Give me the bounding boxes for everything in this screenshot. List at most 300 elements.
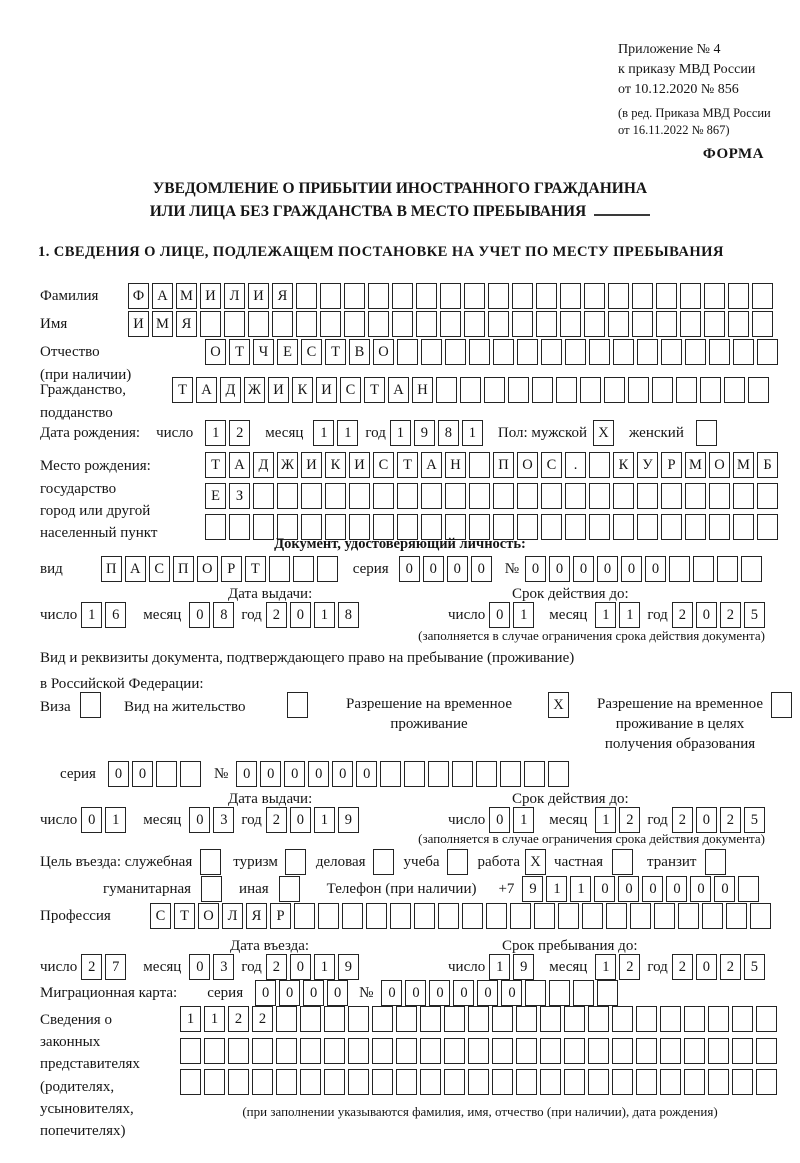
char-cell[interactable] <box>630 903 651 929</box>
char-cell-filled[interactable]: А <box>229 452 250 478</box>
char-cell-filled[interactable]: Т <box>174 903 195 929</box>
char-cell-filled[interactable]: О <box>198 903 219 929</box>
char-cell-filled[interactable]: С <box>541 452 562 478</box>
char-cell-filled[interactable]: 0 <box>132 761 153 787</box>
char-cell-filled[interactable]: Р <box>661 452 682 478</box>
char-cell-filled[interactable]: О <box>709 452 730 478</box>
char-cell-filled[interactable]: О <box>197 556 218 582</box>
char-cell[interactable] <box>416 283 437 309</box>
char-cell[interactable] <box>724 377 745 403</box>
char-cell-filled[interactable]: 0 <box>690 876 711 902</box>
char-cell-filled[interactable]: 0 <box>501 980 522 1006</box>
char-cell-filled[interactable]: 3 <box>213 954 234 980</box>
char-cell[interactable] <box>318 903 339 929</box>
char-cell-filled[interactable]: К <box>613 452 634 478</box>
char-cell-filled[interactable]: 1 <box>513 602 534 628</box>
char-cell[interactable] <box>276 1006 297 1032</box>
char-cell[interactable] <box>447 849 468 875</box>
char-cell[interactable] <box>287 692 308 718</box>
char-cell[interactable] <box>588 1006 609 1032</box>
char-cell-filled[interactable]: И <box>268 377 289 403</box>
char-cell[interactable] <box>80 692 101 718</box>
char-cell[interactable] <box>573 980 594 1006</box>
char-cell[interactable] <box>654 903 675 929</box>
char-cell[interactable] <box>748 377 769 403</box>
char-cell-filled[interactable]: 1 <box>595 602 616 628</box>
char-cell[interactable] <box>488 311 509 337</box>
char-cell[interactable] <box>612 849 633 875</box>
char-cell[interactable] <box>373 849 394 875</box>
char-cell-filled[interactable]: 0 <box>189 954 210 980</box>
char-cell[interactable] <box>580 377 601 403</box>
char-cell[interactable] <box>656 311 677 337</box>
char-cell[interactable] <box>685 483 706 509</box>
char-cell-filled[interactable]: И <box>316 377 337 403</box>
char-cell[interactable] <box>548 761 569 787</box>
char-cell-filled[interactable]: 0 <box>399 556 420 582</box>
char-cell-filled[interactable]: Ч <box>253 339 274 365</box>
char-cell-filled[interactable]: Т <box>229 339 250 365</box>
char-cell-filled[interactable]: 0 <box>189 602 210 628</box>
char-cell-filled[interactable]: 0 <box>429 980 450 1006</box>
char-cell[interactable] <box>750 903 771 929</box>
char-cell[interactable] <box>300 1006 321 1032</box>
char-cell-filled[interactable]: 0 <box>255 980 276 1006</box>
char-cell[interactable] <box>420 1006 441 1032</box>
char-cell[interactable] <box>524 761 545 787</box>
char-cell[interactable] <box>756 1006 777 1032</box>
char-cell[interactable] <box>476 761 497 787</box>
char-cell-filled[interactable]: М <box>733 452 754 478</box>
char-cell[interactable] <box>532 377 553 403</box>
char-cell[interactable] <box>660 1069 681 1095</box>
char-cell-filled[interactable]: Л <box>222 903 243 929</box>
char-cell-filled[interactable]: Д <box>220 377 241 403</box>
char-cell-filled[interactable]: 0 <box>714 876 735 902</box>
char-cell-filled[interactable]: 9 <box>414 420 435 446</box>
char-cell[interactable] <box>597 980 618 1006</box>
char-cell[interactable] <box>253 483 274 509</box>
char-cell[interactable] <box>606 903 627 929</box>
char-cell[interactable] <box>589 452 610 478</box>
char-cell[interactable] <box>156 761 177 787</box>
char-cell[interactable] <box>636 1069 657 1095</box>
char-cell[interactable] <box>756 1069 777 1095</box>
char-cell[interactable] <box>584 283 605 309</box>
char-cell-filled[interactable]: 0 <box>356 761 377 787</box>
char-cell[interactable] <box>604 377 625 403</box>
char-cell-filled[interactable]: 0 <box>189 807 210 833</box>
char-cell-filled[interactable]: 2 <box>266 807 287 833</box>
char-cell-filled[interactable]: Е <box>277 339 298 365</box>
char-cell[interactable] <box>512 311 533 337</box>
char-cell-filled[interactable]: 2 <box>266 954 287 980</box>
char-cell[interactable] <box>276 1069 297 1095</box>
char-cell-filled[interactable]: 1 <box>337 420 358 446</box>
char-cell[interactable] <box>541 339 562 365</box>
char-cell[interactable] <box>661 483 682 509</box>
char-cell[interactable] <box>500 761 521 787</box>
char-cell[interactable] <box>390 903 411 929</box>
char-cell[interactable] <box>396 1069 417 1095</box>
char-cell[interactable] <box>708 1006 729 1032</box>
char-cell-filled[interactable]: 8 <box>213 602 234 628</box>
char-cell-filled[interactable]: Я <box>176 311 197 337</box>
char-cell-filled[interactable]: О <box>205 339 226 365</box>
char-cell-filled[interactable]: 0 <box>477 980 498 1006</box>
char-cell[interactable] <box>224 311 245 337</box>
char-cell[interactable] <box>684 1006 705 1032</box>
char-cell-filled[interactable]: И <box>301 452 322 478</box>
char-cell-filled[interactable]: 0 <box>525 556 546 582</box>
char-cell-filled[interactable]: Т <box>205 452 226 478</box>
char-cell-filled[interactable]: 1 <box>81 602 102 628</box>
char-cell-filled[interactable]: П <box>493 452 514 478</box>
char-cell[interactable] <box>549 980 570 1006</box>
char-cell-filled[interactable]: И <box>248 283 269 309</box>
char-cell[interactable] <box>272 311 293 337</box>
char-cell[interactable] <box>669 556 690 582</box>
char-cell[interactable] <box>556 377 577 403</box>
char-cell-filled[interactable]: 1 <box>105 807 126 833</box>
char-cell-filled[interactable]: П <box>173 556 194 582</box>
char-cell[interactable] <box>228 1069 249 1095</box>
char-cell-filled[interactable]: 0 <box>573 556 594 582</box>
char-cell[interactable] <box>589 483 610 509</box>
char-cell[interactable] <box>661 339 682 365</box>
char-cell-filled[interactable]: 5 <box>744 954 765 980</box>
char-cell[interactable] <box>348 1069 369 1095</box>
char-cell-filled[interactable]: 0 <box>284 761 305 787</box>
char-cell-filled[interactable]: 9 <box>338 807 359 833</box>
char-cell[interactable] <box>684 1038 705 1064</box>
char-cell-filled[interactable]: 9 <box>338 954 359 980</box>
char-cell[interactable] <box>301 483 322 509</box>
char-cell[interactable] <box>488 283 509 309</box>
char-cell[interactable] <box>436 377 457 403</box>
char-cell[interactable] <box>342 903 363 929</box>
char-cell-filled[interactable]: 2 <box>672 602 693 628</box>
char-cell-filled[interactable]: 1 <box>314 954 335 980</box>
char-cell[interactable] <box>660 1038 681 1064</box>
char-cell-filled[interactable]: 0 <box>327 980 348 1006</box>
char-cell-filled[interactable]: 2 <box>720 807 741 833</box>
char-cell[interactable] <box>589 339 610 365</box>
char-cell[interactable] <box>204 1069 225 1095</box>
char-cell[interactable] <box>368 311 389 337</box>
char-cell-filled[interactable]: И <box>128 311 149 337</box>
char-cell[interactable] <box>344 311 365 337</box>
char-cell[interactable] <box>588 1069 609 1095</box>
char-cell[interactable] <box>445 339 466 365</box>
char-cell-filled[interactable]: 0 <box>618 876 639 902</box>
char-cell-filled[interactable]: 0 <box>308 761 329 787</box>
char-cell-filled[interactable]: 0 <box>290 954 311 980</box>
char-cell[interactable] <box>180 761 201 787</box>
char-cell-filled[interactable]: 0 <box>303 980 324 1006</box>
char-cell[interactable] <box>180 1069 201 1095</box>
char-cell[interactable] <box>484 377 505 403</box>
char-cell-filled[interactable]: К <box>292 377 313 403</box>
char-cell-filled[interactable]: 1 <box>619 602 640 628</box>
char-cell[interactable] <box>510 903 531 929</box>
char-cell[interactable] <box>428 761 449 787</box>
char-cell[interactable] <box>728 311 749 337</box>
char-cell[interactable] <box>180 1038 201 1064</box>
char-cell-filled[interactable]: М <box>176 283 197 309</box>
char-cell[interactable] <box>200 849 221 875</box>
char-cell[interactable] <box>468 1006 489 1032</box>
char-cell-filled[interactable]: 2 <box>228 1006 249 1032</box>
char-cell[interactable] <box>517 483 538 509</box>
char-cell-filled[interactable]: 0 <box>405 980 426 1006</box>
char-cell[interactable] <box>612 1006 633 1032</box>
char-cell[interactable] <box>317 556 338 582</box>
char-cell[interactable] <box>252 1069 273 1095</box>
char-cell[interactable] <box>733 483 754 509</box>
char-cell-filled[interactable]: 0 <box>236 761 257 787</box>
char-cell-filled[interactable]: М <box>685 452 706 478</box>
char-cell[interactable] <box>678 903 699 929</box>
char-cell-filled[interactable]: А <box>196 377 217 403</box>
char-cell[interactable] <box>652 377 673 403</box>
char-cell-filled[interactable]: X <box>593 420 614 446</box>
char-cell-filled[interactable]: А <box>152 283 173 309</box>
char-cell[interactable] <box>440 283 461 309</box>
char-cell[interactable] <box>536 311 557 337</box>
char-cell-filled[interactable]: Т <box>397 452 418 478</box>
char-cell-filled[interactable]: С <box>340 377 361 403</box>
char-cell[interactable] <box>421 483 442 509</box>
char-cell[interactable] <box>269 556 290 582</box>
char-cell[interactable] <box>608 283 629 309</box>
char-cell-filled[interactable]: 5 <box>744 602 765 628</box>
char-cell[interactable] <box>373 483 394 509</box>
char-cell[interactable] <box>293 556 314 582</box>
char-cell[interactable] <box>285 849 306 875</box>
char-cell-filled[interactable]: З <box>229 483 250 509</box>
char-cell[interactable] <box>636 1038 657 1064</box>
char-cell[interactable] <box>680 311 701 337</box>
char-cell[interactable] <box>469 452 490 478</box>
char-cell[interactable] <box>632 283 653 309</box>
char-cell[interactable] <box>464 311 485 337</box>
char-cell[interactable] <box>564 1006 585 1032</box>
char-cell-filled[interactable]: 1 <box>595 807 616 833</box>
char-cell[interactable] <box>540 1069 561 1095</box>
char-cell[interactable] <box>445 483 466 509</box>
char-cell-filled[interactable]: 0 <box>594 876 615 902</box>
char-cell-filled[interactable]: 0 <box>279 980 300 1006</box>
char-cell-filled[interactable]: У <box>637 452 658 478</box>
char-cell[interactable] <box>757 339 778 365</box>
char-cell[interactable] <box>612 1038 633 1064</box>
char-cell[interactable] <box>320 283 341 309</box>
char-cell-filled[interactable]: П <box>101 556 122 582</box>
char-cell[interactable] <box>732 1069 753 1095</box>
char-cell-filled[interactable]: 0 <box>666 876 687 902</box>
char-cell[interactable] <box>582 903 603 929</box>
char-cell[interactable] <box>565 339 586 365</box>
char-cell[interactable] <box>516 1038 537 1064</box>
char-cell[interactable] <box>414 903 435 929</box>
char-cell[interactable] <box>296 311 317 337</box>
char-cell[interactable] <box>534 903 555 929</box>
char-cell[interactable] <box>397 339 418 365</box>
char-cell[interactable] <box>372 1006 393 1032</box>
char-cell-filled[interactable]: 0 <box>453 980 474 1006</box>
char-cell-filled[interactable]: 2 <box>672 807 693 833</box>
char-cell[interactable] <box>613 339 634 365</box>
char-cell-filled[interactable]: 1 <box>570 876 591 902</box>
char-cell[interactable] <box>684 1069 705 1095</box>
char-cell[interactable] <box>464 283 485 309</box>
char-cell[interactable] <box>516 1069 537 1095</box>
char-cell-filled[interactable]: 1 <box>462 420 483 446</box>
char-cell-filled[interactable]: 0 <box>696 807 717 833</box>
char-cell-filled[interactable]: 9 <box>513 954 534 980</box>
char-cell[interactable] <box>771 692 792 718</box>
char-cell[interactable] <box>324 1006 345 1032</box>
char-cell[interactable] <box>717 556 738 582</box>
char-cell-filled[interactable]: Н <box>445 452 466 478</box>
char-cell-filled[interactable]: А <box>388 377 409 403</box>
char-cell[interactable] <box>492 1069 513 1095</box>
char-cell[interactable] <box>300 1038 321 1064</box>
char-cell[interactable] <box>294 903 315 929</box>
char-cell[interactable] <box>201 876 222 902</box>
char-cell[interactable] <box>468 1038 489 1064</box>
char-cell-filled[interactable]: 8 <box>438 420 459 446</box>
char-cell-filled[interactable]: С <box>150 903 171 929</box>
char-cell-filled[interactable]: 0 <box>597 556 618 582</box>
char-cell-filled[interactable]: 0 <box>290 807 311 833</box>
char-cell[interactable] <box>741 556 762 582</box>
char-cell-filled[interactable]: Р <box>221 556 242 582</box>
char-cell-filled[interactable]: 6 <box>105 602 126 628</box>
char-cell[interactable] <box>348 1038 369 1064</box>
char-cell-filled[interactable]: 1 <box>513 807 534 833</box>
char-cell[interactable] <box>320 311 341 337</box>
char-cell[interactable] <box>462 903 483 929</box>
char-cell-filled[interactable]: 0 <box>489 807 510 833</box>
char-cell-filled[interactable]: О <box>373 339 394 365</box>
char-cell[interactable] <box>438 903 459 929</box>
char-cell-filled[interactable]: 3 <box>213 807 234 833</box>
char-cell[interactable] <box>348 1006 369 1032</box>
char-cell[interactable] <box>440 311 461 337</box>
char-cell[interactable] <box>452 761 473 787</box>
char-cell[interactable] <box>637 483 658 509</box>
char-cell-filled[interactable]: 2 <box>81 954 102 980</box>
char-cell-filled[interactable]: Р <box>270 903 291 929</box>
char-cell-filled[interactable]: 2 <box>720 602 741 628</box>
char-cell-filled[interactable]: 0 <box>381 980 402 1006</box>
char-cell[interactable] <box>368 283 389 309</box>
char-cell-filled[interactable]: 2 <box>266 602 287 628</box>
char-cell[interactable] <box>560 283 581 309</box>
char-cell[interactable] <box>512 283 533 309</box>
char-cell-filled[interactable]: 0 <box>642 876 663 902</box>
char-cell[interactable] <box>392 283 413 309</box>
char-cell[interactable] <box>372 1069 393 1095</box>
char-cell[interactable] <box>366 903 387 929</box>
char-cell-filled[interactable]: 0 <box>260 761 281 787</box>
char-cell[interactable] <box>560 311 581 337</box>
char-cell[interactable] <box>468 1069 489 1095</box>
char-cell[interactable] <box>300 1069 321 1095</box>
char-cell[interactable] <box>628 377 649 403</box>
char-cell[interactable] <box>508 377 529 403</box>
char-cell-filled[interactable]: 0 <box>447 556 468 582</box>
char-cell-filled[interactable]: 1 <box>180 1006 201 1032</box>
char-cell[interactable] <box>248 311 269 337</box>
char-cell[interactable] <box>444 1038 465 1064</box>
char-cell[interactable] <box>486 903 507 929</box>
char-cell[interactable] <box>728 283 749 309</box>
char-cell-filled[interactable]: Ж <box>244 377 265 403</box>
char-cell-filled[interactable]: И <box>349 452 370 478</box>
char-cell[interactable] <box>693 556 714 582</box>
char-cell-filled[interactable]: 2 <box>229 420 250 446</box>
char-cell-filled[interactable]: 1 <box>204 1006 225 1032</box>
char-cell-filled[interactable]: 1 <box>546 876 567 902</box>
char-cell[interactable] <box>676 377 697 403</box>
char-cell[interactable] <box>279 876 300 902</box>
char-cell[interactable] <box>637 339 658 365</box>
char-cell-filled[interactable]: 0 <box>81 807 102 833</box>
char-cell[interactable] <box>685 339 706 365</box>
char-cell[interactable] <box>492 1006 513 1032</box>
char-cell-filled[interactable]: 0 <box>108 761 129 787</box>
char-cell[interactable] <box>558 903 579 929</box>
char-cell[interactable] <box>732 1038 753 1064</box>
char-cell-filled[interactable]: Т <box>364 377 385 403</box>
char-cell-filled[interactable]: Я <box>246 903 267 929</box>
char-cell[interactable] <box>757 483 778 509</box>
char-cell-filled[interactable]: И <box>200 283 221 309</box>
char-cell-filled[interactable]: Т <box>325 339 346 365</box>
char-cell[interactable] <box>680 283 701 309</box>
char-cell[interactable] <box>696 420 717 446</box>
char-cell[interactable] <box>444 1006 465 1032</box>
char-cell-filled[interactable]: 0 <box>489 602 510 628</box>
char-cell[interactable] <box>704 311 725 337</box>
char-cell[interactable] <box>392 311 413 337</box>
char-cell-filled[interactable]: К <box>325 452 346 478</box>
char-cell[interactable] <box>397 483 418 509</box>
char-cell[interactable] <box>709 483 730 509</box>
char-cell[interactable] <box>584 311 605 337</box>
char-cell-filled[interactable]: 0 <box>645 556 666 582</box>
char-cell[interactable] <box>396 1038 417 1064</box>
char-cell-filled[interactable]: 1 <box>314 807 335 833</box>
char-cell-filled[interactable]: 2 <box>672 954 693 980</box>
char-cell[interactable] <box>324 1038 345 1064</box>
char-cell[interactable] <box>525 980 546 1006</box>
char-cell[interactable] <box>493 339 514 365</box>
char-cell[interactable] <box>324 1069 345 1095</box>
char-cell[interactable] <box>565 483 586 509</box>
char-cell[interactable] <box>296 283 317 309</box>
char-cell-filled[interactable]: 1 <box>595 954 616 980</box>
char-cell-filled[interactable]: А <box>421 452 442 478</box>
char-cell-filled[interactable]: Л <box>224 283 245 309</box>
char-cell-filled[interactable]: 2 <box>619 807 640 833</box>
char-cell[interactable] <box>404 761 425 787</box>
char-cell[interactable] <box>204 1038 225 1064</box>
char-cell[interactable] <box>396 1006 417 1032</box>
